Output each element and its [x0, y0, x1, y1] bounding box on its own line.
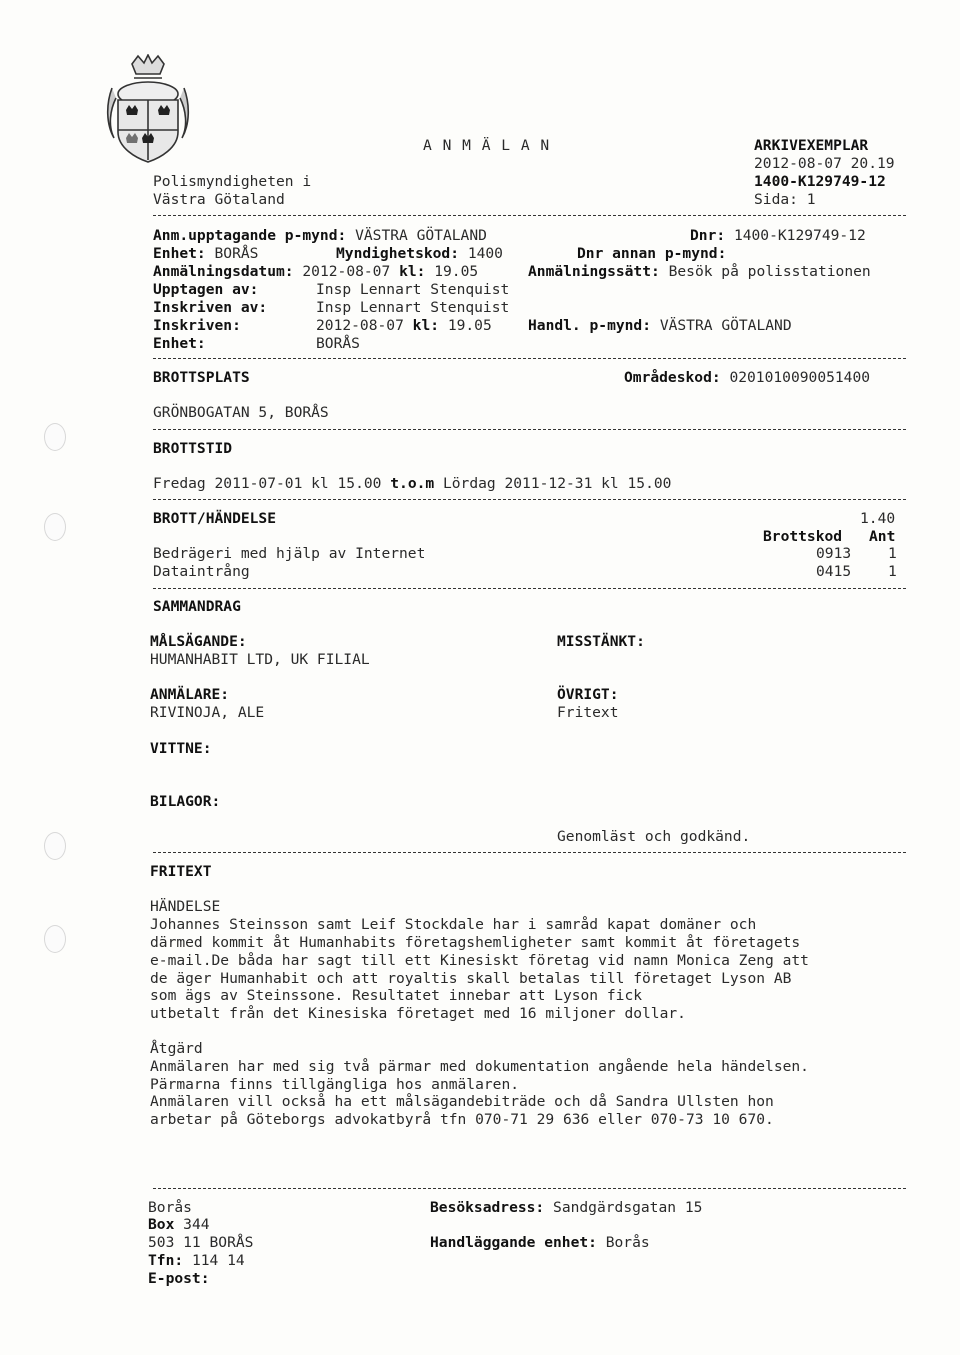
- email-label: E-post:: [148, 1270, 210, 1287]
- footer-box-row: [148, 1216, 210, 1233]
- kl-label: kl:: [399, 263, 426, 280]
- other-dnr-label: Dnr annan p-mynd:: [577, 245, 727, 262]
- witness-label: VITTNE:: [150, 740, 212, 757]
- reporter-label: ANMÄLARE:: [150, 686, 230, 703]
- dnr-label: Dnr:: [690, 227, 726, 244]
- offense-row-count: 1: [888, 545, 897, 562]
- report-date: 2012-08-07: [302, 263, 391, 280]
- received-agency: VÄSTRA GÖTALAND: [355, 227, 487, 244]
- unit2-value: BORÅS: [316, 335, 360, 352]
- offense-code-header: Brottskod: [763, 528, 843, 545]
- event-line: e-mail.De båda har sagt till ett Kinesiskt företag vid namn Monica Zeng att: [150, 952, 809, 969]
- offense-row-count: 1: [888, 563, 897, 580]
- case-number: 1400-K129749-12: [754, 173, 886, 190]
- other-value: Fritext: [557, 704, 619, 721]
- box-label: Box: [148, 1216, 175, 1233]
- handling-agency-label: Handl. p-mynd:: [528, 317, 652, 334]
- document-title: A N M Ä L A N: [423, 137, 551, 154]
- agency-line2: Västra Götaland: [153, 191, 285, 208]
- event-line: utbetalt från det Kinesiska företaget med 16 miljoner dollar.: [150, 1005, 686, 1022]
- divider: [153, 852, 906, 853]
- offense-heading: BROTT/HÄNDELSE: [153, 510, 277, 527]
- entered-by-label: Inskriven av:: [153, 299, 268, 316]
- event-line: därmed kommit åt Humanhabits företagshemligheter samt kommit åt företagets: [150, 934, 801, 951]
- divider: [153, 1188, 906, 1189]
- area-code-row: [624, 369, 870, 386]
- received-agency-label: Anm.upptagande p-mynd:: [153, 227, 347, 244]
- offense-version: 1.40: [860, 510, 896, 527]
- action-line: Anmälaren har med sig två pärmar med dokumentation angående hela händelsen.: [150, 1058, 809, 1075]
- offense-count-header: Ant: [869, 528, 896, 545]
- other-label: ÖVRIGT:: [557, 686, 619, 703]
- event-line: de äger Humanhabit och att royaltis skall betalas till företaget Lyson AB: [150, 970, 792, 987]
- crime-scene-address: GRÖNBOGATAN 5, BORÅS: [153, 404, 329, 421]
- divider: [153, 499, 906, 500]
- kl-label: kl:: [412, 317, 440, 334]
- plaintiff-value: HUMANHABIT LTD, UK FILIAL: [150, 651, 370, 668]
- entered-date: 2012-08-07: [316, 317, 404, 334]
- visit-address: Sandgärdsgatan 15: [553, 1199, 703, 1216]
- authority-code-row: [336, 245, 503, 262]
- handling-unit-label: Handläggande enhet:: [430, 1234, 597, 1251]
- report-method-label: Anmälningssätt:: [528, 263, 660, 280]
- freetext-heading: FRITEXT: [150, 863, 212, 880]
- event-heading: HÄNDELSE: [150, 898, 221, 915]
- crime-scene-heading: BROTTSPLATS: [153, 369, 250, 386]
- divider: [153, 588, 906, 589]
- offense-row-label: Bedrägeri med hjälp av Internet: [153, 545, 426, 562]
- dnr-value: 1400-K129749-12: [733, 227, 866, 244]
- unit2-label: Enhet:: [153, 335, 206, 352]
- box-value: 344: [183, 1216, 210, 1233]
- visit-address-label: Besöksadress:: [430, 1199, 545, 1216]
- unit-value: BORÅS: [214, 245, 259, 262]
- page-number: 1: [806, 191, 816, 208]
- archive-timestamp: 2012-08-07 20.19: [754, 155, 895, 172]
- crime-time-to: Lördag 2011-12-31 kl 15.00: [442, 475, 672, 492]
- entered-label: Inskriven:: [153, 317, 241, 334]
- archive-label: ARKIVEXEMPLAR: [754, 137, 869, 154]
- entered-time: 19.05: [447, 317, 492, 334]
- phone-label: Tfn:: [148, 1252, 184, 1269]
- taken-by: Insp Lennart Stenquist: [316, 281, 510, 298]
- handling-agency-row: [528, 317, 792, 334]
- event-line: Johannes Steinsson samt Leif Stockdale har i samråd kapat domäner och: [150, 916, 757, 933]
- crime-time-to-label: t.o.m: [390, 475, 435, 492]
- footer-postal: 503 11 BORÅS: [148, 1234, 254, 1251]
- page-indicator: [754, 191, 816, 208]
- dnr-row: [690, 227, 866, 244]
- crime-time-range: [153, 475, 671, 492]
- read-approved-text: Genomläst och godkänd.: [557, 828, 751, 845]
- action-line: Pärmarna finns tillgängliga hos anmälaren.: [150, 1076, 520, 1093]
- entered-datetime: [316, 317, 492, 334]
- punch-hole: [44, 513, 66, 541]
- divider: [153, 215, 906, 216]
- offense-row-code: 0913: [816, 545, 852, 562]
- punch-hole: [44, 832, 66, 860]
- offense-row-code: 0415: [816, 563, 852, 580]
- report-date-row: [153, 263, 478, 280]
- crime-time-from: Fredag 2011-07-01 kl 15.00: [153, 475, 382, 492]
- summary-heading: SAMMANDRAG: [153, 598, 241, 615]
- action-line: arbetar på Göteborgs advokatbyrå tfn 070-71 29 636 eller 070-73 10 670.: [150, 1111, 774, 1128]
- footer-handling-row: [430, 1234, 650, 1251]
- divider: [153, 429, 906, 430]
- received-agency-row: [153, 227, 487, 244]
- event-line: som ägs av Steinssone. Resultatet innebar att Lyson fick: [150, 987, 643, 1004]
- report-method-row: [528, 263, 871, 280]
- authority-code: 1400: [467, 245, 503, 262]
- divider: [153, 358, 906, 359]
- offense-row-label: Dataintrång: [153, 563, 250, 580]
- handling-agency: VÄSTRA GÖTALAND: [659, 317, 792, 334]
- unit-label: Enhet:: [153, 245, 206, 262]
- footer-phone-row: [148, 1252, 245, 1269]
- report-method: Besök på polisstationen: [668, 263, 871, 280]
- crime-time-heading: BROTTSTID: [153, 440, 233, 457]
- unit-row: [153, 245, 258, 262]
- phone-value: 114 14: [191, 1252, 245, 1269]
- page-label: Sida:: [754, 191, 798, 208]
- punch-hole: [44, 423, 66, 451]
- report-date-label: Anmälningsdatum:: [153, 263, 294, 280]
- agency-line1: Polismyndigheten i: [153, 173, 312, 190]
- area-code: 0201010090051400: [729, 369, 871, 386]
- footer-city: Borås: [148, 1199, 192, 1216]
- action-heading: Åtgärd: [150, 1040, 203, 1057]
- attachments-label: BILAGOR:: [150, 793, 221, 810]
- taken-by-label: Upptagen av:: [153, 281, 259, 298]
- suspect-label: MISSTÄNKT:: [557, 633, 645, 650]
- punch-hole: [44, 925, 66, 953]
- report-time: 19.05: [434, 263, 479, 280]
- plaintiff-label: MÅLSÄGANDE:: [150, 633, 247, 650]
- entered-by: Insp Lennart Stenquist: [316, 299, 510, 316]
- area-code-label: Områdeskod:: [624, 369, 721, 386]
- footer-visit-row: [430, 1199, 702, 1216]
- action-line: Anmälaren vill också ha ett målsägandebiträde och då Sandra Ullsten hon: [150, 1093, 774, 1110]
- police-crest-logo: [104, 54, 192, 166]
- authority-code-label: Myndighetskod:: [336, 245, 460, 262]
- handling-unit: Borås: [605, 1234, 650, 1251]
- reporter-value: RIVINOJA, ALE: [150, 704, 265, 721]
